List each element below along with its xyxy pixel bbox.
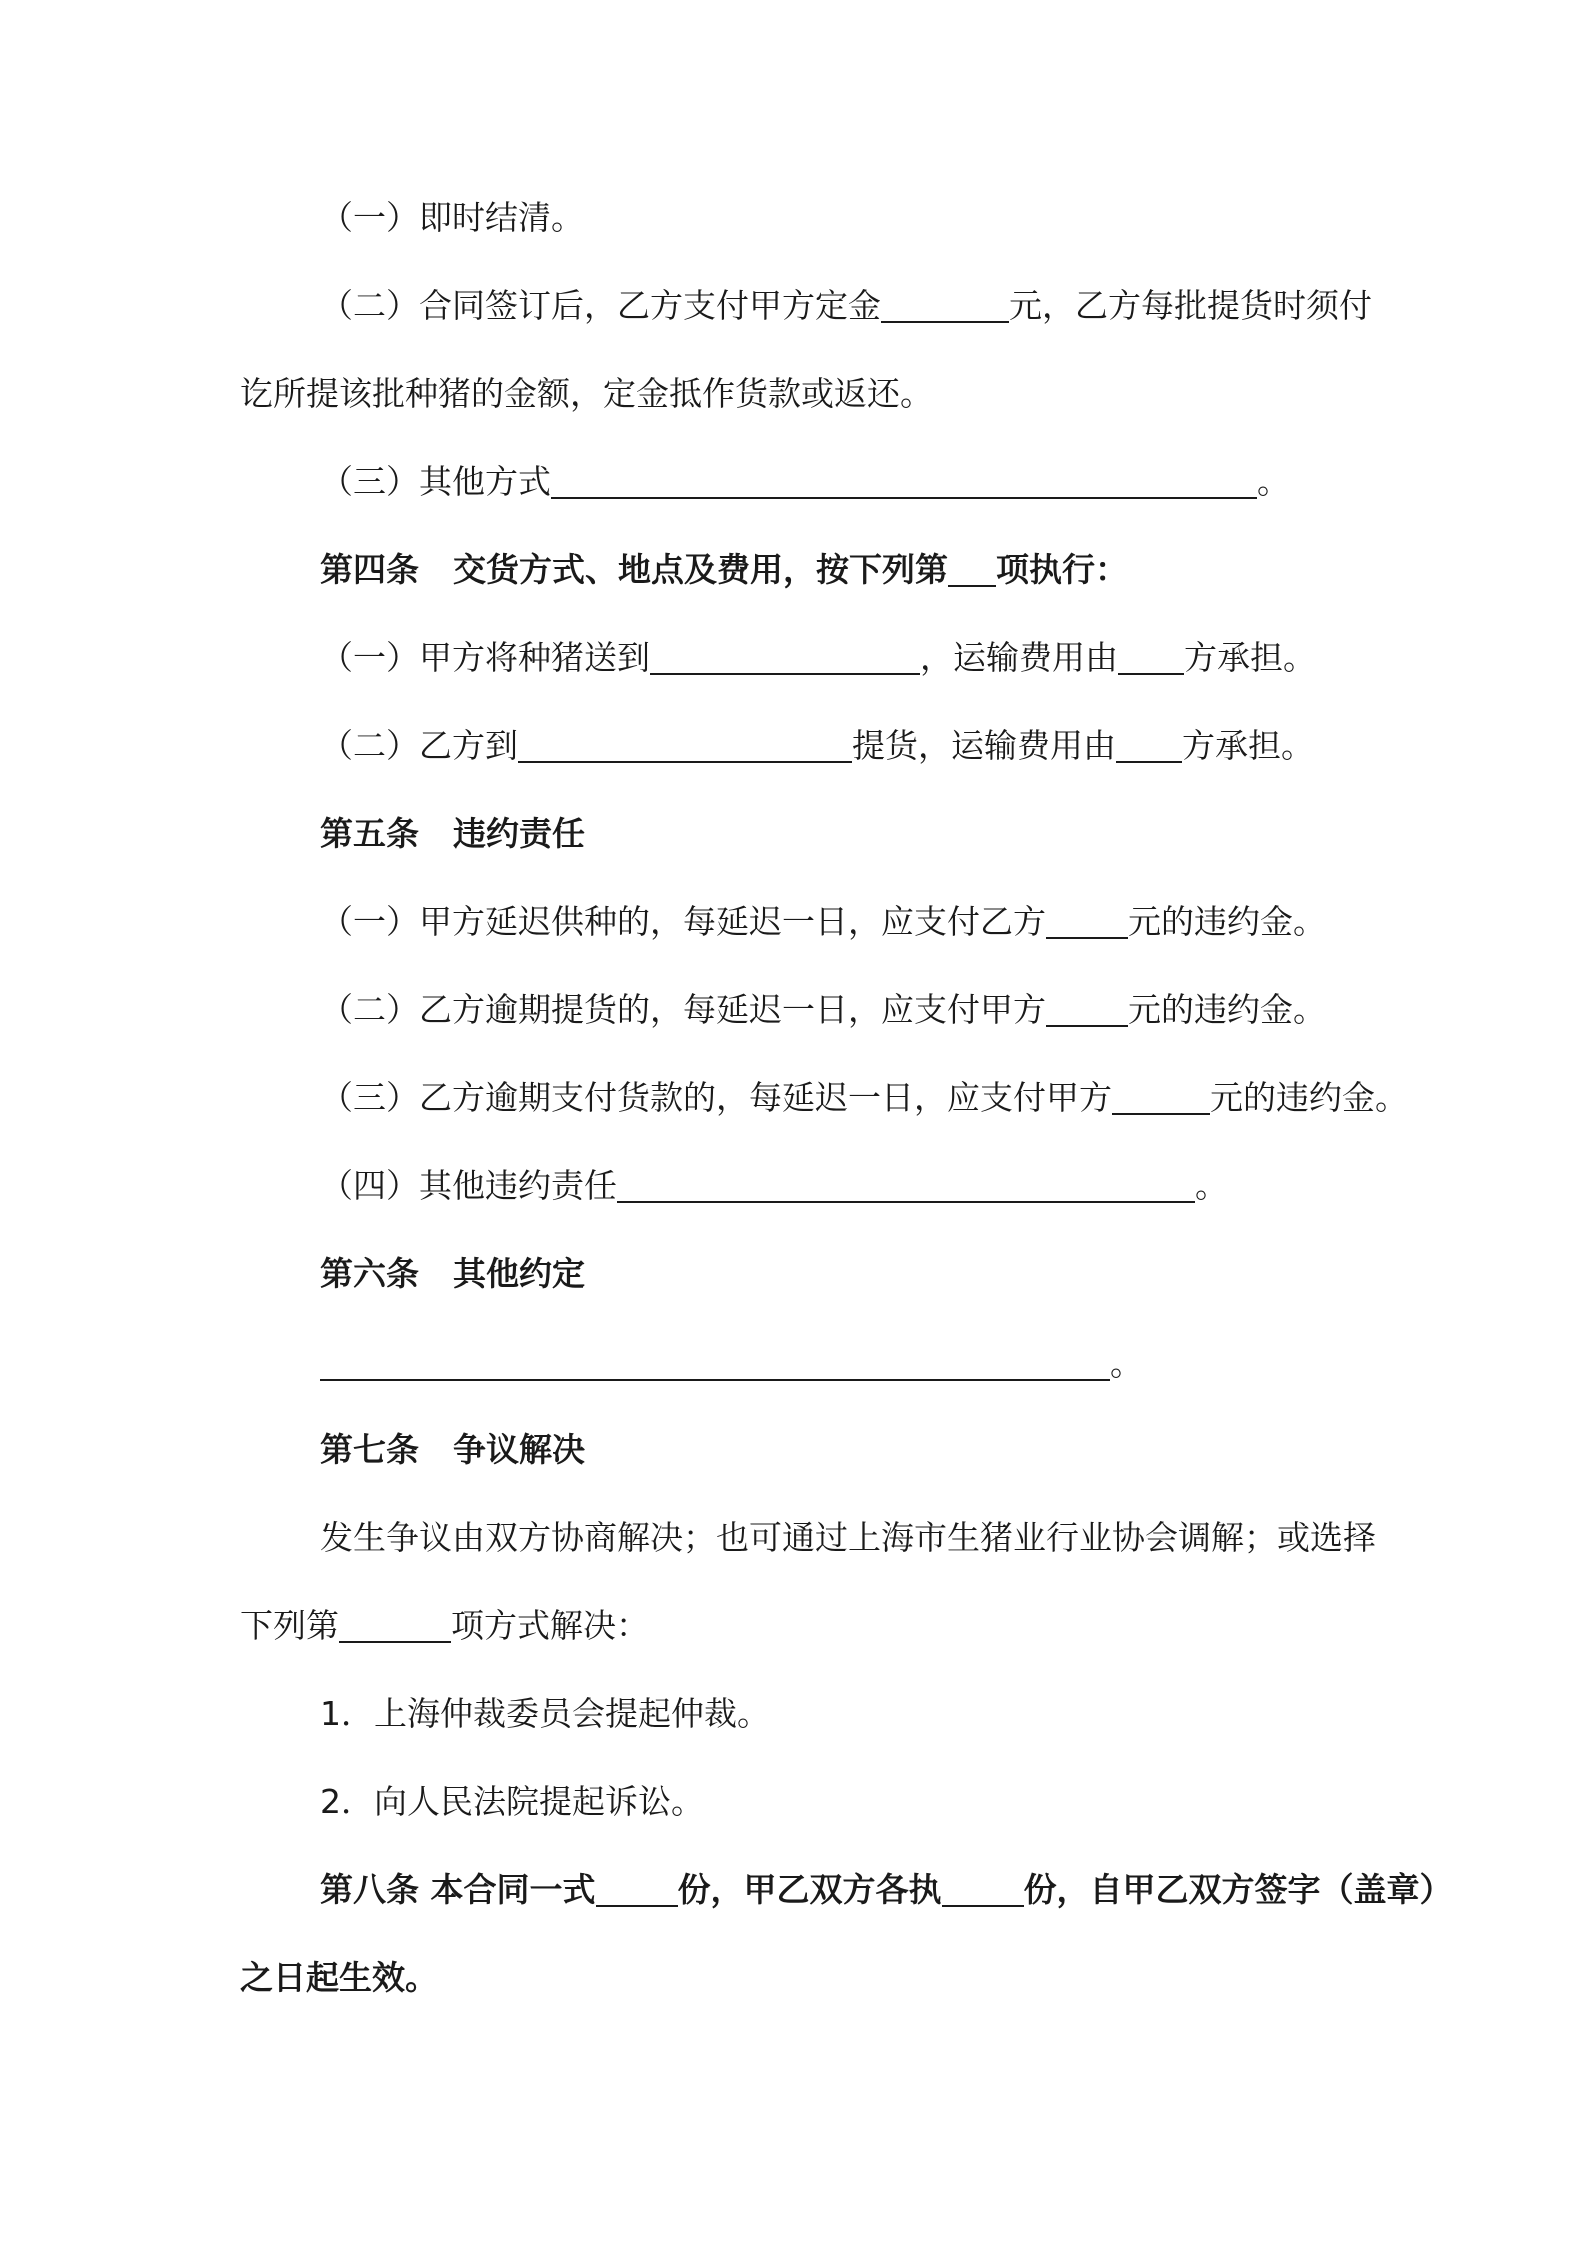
penalty-amount-blank[interactable] [1112, 1079, 1210, 1115]
delivery-location-blank[interactable] [650, 639, 920, 675]
payment-option-3 [320, 452, 1366, 512]
article-8-cont [240, 1948, 1366, 2008]
other-terms-line [320, 1334, 1366, 1394]
text: （二）合同签订后，乙方支付甲方定金 [320, 286, 881, 325]
liability-3 [320, 1068, 1408, 1128]
transport-payer-blank[interactable] [1118, 639, 1184, 675]
deposit-amount-blank[interactable] [881, 287, 1009, 323]
pickup-location-blank[interactable] [518, 727, 852, 763]
text: （一）甲方将种猪送到 [320, 638, 650, 677]
copies-each-blank[interactable] [942, 1871, 1024, 1907]
penalty-amount-blank[interactable] [1046, 903, 1128, 939]
article-7-heading [320, 1420, 1366, 1480]
text: ，运输费用由 [920, 638, 1118, 677]
payment-option-1 [320, 188, 1366, 248]
copies-total-blank[interactable] [596, 1871, 678, 1907]
article-number: 第六条 [320, 1254, 419, 1293]
liability-2 [320, 980, 1366, 1040]
text: 之日起生效。 [240, 1958, 438, 1997]
text: 元的违约金。 [1210, 1078, 1408, 1117]
article-8 [320, 1860, 1453, 1920]
text: 第八条 本合同一式 [320, 1870, 596, 1909]
dispute-paragraph [320, 1508, 1376, 1568]
text: 项方式解决： [451, 1606, 649, 1645]
other-payment-blank[interactable] [551, 463, 1257, 499]
text: 份，甲乙双方各执 [677, 1870, 942, 1909]
article-5-heading [320, 804, 1366, 864]
text: 讫所提该批种猪的金额，定金抵作货款或返还。 [240, 374, 933, 413]
article-number: 第五条 [320, 814, 419, 853]
delivery-option-1 [320, 628, 1366, 688]
text: 1．上海仲裁委员会提起仲裁。 [320, 1694, 770, 1733]
article-4-heading [320, 540, 1366, 600]
text: 2．向人民法院提起诉讼。 [320, 1782, 704, 1821]
delivery-option-blank[interactable] [948, 551, 996, 587]
transport-payer-blank[interactable] [1116, 727, 1182, 763]
delivery-option-2 [320, 716, 1366, 776]
article-title: 其他约定 [453, 1254, 585, 1293]
article-title: 争议解决 [453, 1430, 585, 1469]
other-terms-blank[interactable] [320, 1345, 1110, 1381]
penalty-amount-blank[interactable] [1046, 991, 1128, 1027]
dispute-option-blank[interactable] [339, 1607, 451, 1643]
text: 。 [1110, 1344, 1143, 1383]
text: 份，自甲乙双方签字（盖章） [1023, 1870, 1453, 1909]
text: 。 [1195, 1166, 1228, 1205]
other-liability-blank[interactable] [617, 1167, 1195, 1203]
dispute-paragraph-cont [240, 1596, 1366, 1656]
text: 发生争议由双方协商解决；也可通过上海市生猪业行业协会调解；或选择 [320, 1518, 1376, 1557]
text: （二）乙方到 [320, 726, 518, 765]
article-number: 第七条 [320, 1430, 419, 1469]
article-6-heading [320, 1244, 1366, 1304]
text: 元的违约金。 [1128, 990, 1326, 1029]
text: （一）即时结清。 [320, 198, 584, 237]
liability-4 [320, 1156, 1366, 1216]
text: 方承担。 [1182, 726, 1314, 765]
article-title: 违约责任 [453, 814, 585, 853]
text: 。 [1257, 462, 1290, 501]
text: 下列第 [240, 1606, 339, 1645]
liability-1 [320, 892, 1366, 952]
text: （二）乙方逾期提货的，每延迟一日，应支付甲方 [320, 990, 1046, 1029]
text: 元的违约金。 [1128, 902, 1326, 941]
text: 元，乙方每批提货时须付 [1009, 286, 1372, 325]
text: （三）乙方逾期支付货款的，每延迟一日，应支付甲方 [320, 1078, 1112, 1117]
payment-option-2-cont [240, 364, 1366, 424]
dispute-option-2 [320, 1772, 1366, 1832]
dispute-option-1 [320, 1684, 1366, 1744]
payment-option-2 [320, 276, 1372, 336]
text: （四）其他违约责任 [320, 1166, 617, 1205]
text: 方承担。 [1184, 638, 1316, 677]
text: 提货，运输费用由 [852, 726, 1116, 765]
article-number: 第四条 [320, 550, 419, 589]
text: 项执行： [996, 550, 1128, 589]
text: （三）其他方式 [320, 462, 551, 501]
text: （一）甲方延迟供种的，每延迟一日，应支付乙方 [320, 902, 1046, 941]
text: 交货方式、地点及费用，按下列第 [453, 550, 948, 589]
